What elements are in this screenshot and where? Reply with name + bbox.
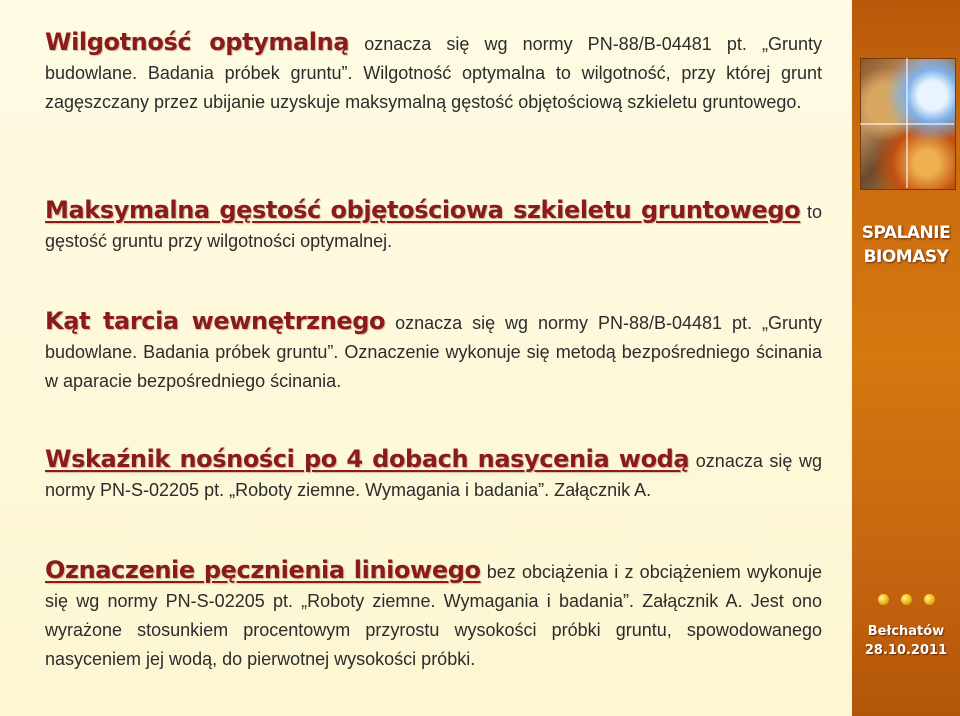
term-heading: Kąt tarcia wewnętrznego	[45, 307, 386, 335]
paragraph-body: oznacza się wg normy PN-S-02205 pt. „Roboty ziemne. Wymagania i badania”. Załącznik A.	[45, 451, 822, 500]
dot-icon	[901, 594, 912, 605]
term-heading: Oznaczenie pęcznienia liniowego	[45, 556, 481, 584]
sidebar-date: 28.10.2011	[864, 643, 948, 658]
paragraph-pecznienie-liniowe	[45, 556, 822, 674]
decorative-dots	[852, 592, 960, 610]
paragraph-body: bez obciążenia i z obciążeniem wykonuje się wg normy PN-S-02205 pt. „Roboty ziemne. Wymagania i badania”. Załącznik A. Jest ono wyrażone stosunkiem procentowym przyrostu wysokości próbki gruntu, spowodowanego nasyceniem jej wodą, do pierwotnej wysokości próbki.	[45, 562, 822, 669]
paragraph-kat-tarcia	[45, 307, 822, 396]
photo-collage-dividers	[860, 58, 954, 188]
paragraph-wskaznik-nosnosci	[45, 445, 822, 505]
paragraph-body: to gęstość gruntu przy wilgotności optymalnej.	[45, 202, 823, 251]
dot-icon	[878, 594, 889, 605]
paragraph-body: oznacza się wg normy PN-88/B-04481 pt. „Grunty budowlane. Badania próbek gruntu”. Oznaczenie wykonuje się metodą bezpośredniego ścinania w aparacie bezpośredniego ścinania.	[45, 313, 822, 391]
term-heading: Wskaźnik nośności po 4 dobach nasycenia wodą	[45, 445, 690, 473]
term-heading: Maksymalna gęstość objętościowa szkieletu gruntowego	[45, 196, 801, 224]
paragraph-body: oznacza się wg normy PN-88/B-04481 pt. „Grunty budowlane. Badania próbek gruntu”. Wilgotność optymalna to wilgotność, przy której grunt zagęszczany przez ubijanie uzyskuje maksymalną gęstość objętościową szkieletu gruntowego.	[45, 34, 822, 112]
paragraph-wilgotnosc-optymalna	[45, 28, 822, 117]
paragraph-maksymalna-gestosc	[45, 196, 822, 256]
sidebar-location: Bełchatów	[867, 624, 945, 639]
sidebar-title-line2: BIOMASY	[863, 247, 949, 267]
term-heading: Wilgotność optymalną	[45, 28, 350, 56]
sidebar-title-line1: SPALANIE	[861, 223, 951, 243]
dot-icon	[924, 594, 935, 605]
